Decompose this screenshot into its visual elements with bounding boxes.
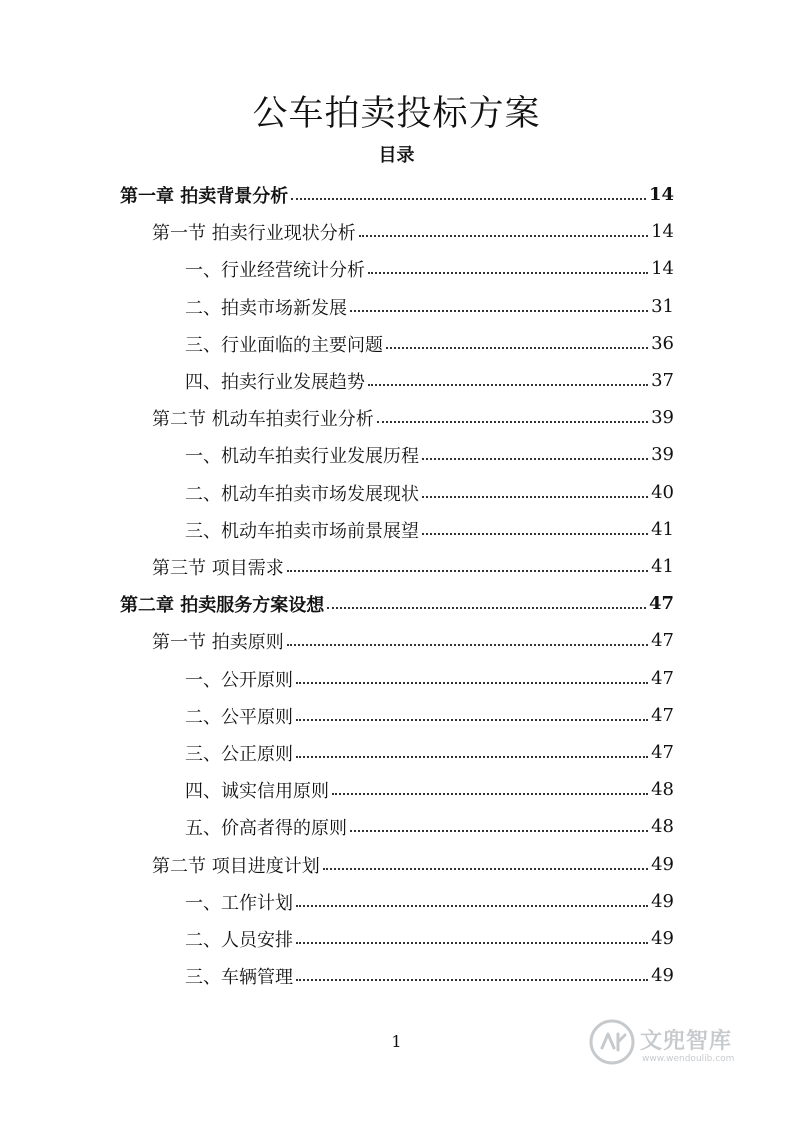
toc-entry-page: 47 [648,593,674,614]
toc-entry-label: 第三节 项目需求 [152,557,284,579]
toc-dot-leader [291,198,646,200]
toc-dot-leader [296,756,648,758]
toc-dot-leader [368,272,648,274]
toc-entry-label: 第二节 项目进度计划 [152,855,320,877]
toc-entry-label: 第一章 拍卖背景分析 [120,185,289,207]
toc-entry-page: 41 [651,519,674,540]
page-number: 1 [391,1032,402,1051]
toc-dot-leader [296,942,648,944]
toc-entry-label: 一、机动车拍卖行业发展历程 [185,445,419,467]
toc-entry-item[interactable] [185,697,674,734]
toc-entry-page: 37 [651,370,674,391]
toc-entry-item[interactable] [185,734,674,771]
toc-entry-item[interactable] [185,362,674,399]
toc-entry-page: 14 [651,258,674,279]
toc-entry-section[interactable] [152,213,674,250]
toc-dot-leader [422,496,648,498]
toc-entry-item[interactable] [185,957,674,994]
toc-dot-leader [350,830,648,832]
toc-entry-page: 49 [651,965,674,986]
toc-entry-item[interactable] [185,436,674,473]
toc-entry-item[interactable] [185,511,674,548]
toc-dot-leader [296,979,648,981]
watermark-name: 文兜智库 [640,1029,733,1054]
toc-entry-item[interactable] [185,920,674,957]
toc-dot-leader [377,421,648,423]
toc-entry-page: 49 [651,891,674,912]
toc-entry-page: 14 [648,184,674,205]
toc-entry-label: 第二节 机动车拍卖行业分析 [152,408,374,430]
toc-entry-page: 47 [651,705,674,726]
toc-dot-leader [287,570,648,572]
toc-dot-leader [327,607,646,609]
toc-entry-label: 一、行业经营统计分析 [185,259,365,281]
toc-entry-page: 40 [651,482,674,503]
toc-entry-section[interactable] [152,846,674,883]
toc-entry-item[interactable] [185,250,674,287]
toc-dot-leader [332,793,648,795]
toc-entry-page: 39 [651,407,674,428]
toc-entry-page: 49 [651,854,674,875]
toc-entry-page: 48 [651,816,674,837]
watermark-logo [588,1018,758,1074]
toc-entry-label: 三、机动车拍卖市场前景展望 [185,520,419,542]
toc-entry-label: 五、价高者得的原则 [185,817,347,839]
toc-entry-label: 二、拍卖市场新发展 [185,297,347,319]
toc-entry-page: 47 [651,742,674,763]
toc-dot-leader [296,682,648,684]
toc-dot-leader [422,533,648,535]
toc-entry-section[interactable] [152,399,674,436]
toc-entry-label: 四、诚实信用原则 [185,780,329,802]
toc-entry-chapter[interactable] [120,585,674,622]
toc-entry-label: 一、工作计划 [185,892,293,914]
toc-entry-label: 二、公平原则 [185,706,293,728]
toc-entry-label: 第二章 拍卖服务方案设想 [120,594,325,616]
toc-entry-label: 三、行业面临的主要问题 [185,334,383,356]
toc-entry-page: 14 [651,221,674,242]
toc-entry-label: 一、公开原则 [185,669,293,691]
toc-entry-label: 二、机动车拍卖市场发展现状 [185,483,419,505]
toc-entry-chapter[interactable] [120,176,674,213]
toc-dot-leader [368,384,648,386]
watermark-icon [588,1018,636,1066]
toc-dot-leader [287,644,648,646]
toc-entry-page: 36 [651,333,674,354]
toc-entry-item[interactable] [185,288,674,325]
toc-dot-leader [350,310,648,312]
document-title: 公车拍卖投标方案 [252,94,541,134]
toc-entry-item[interactable] [185,771,674,808]
toc-entry-item[interactable] [185,808,674,845]
toc-dot-leader [422,458,648,460]
toc-entry-label: 第一节 拍卖行业现状分析 [152,222,356,244]
toc-dot-leader [359,235,648,237]
toc-entry-page: 48 [651,779,674,800]
watermark-url: www.wendoulib.com [642,1054,735,1064]
toc-entry-page: 39 [651,444,674,465]
toc-entry-label: 三、车辆管理 [185,966,293,988]
toc-entry-item[interactable] [185,474,674,511]
toc-entry-page: 41 [651,556,674,577]
toc-heading: 目录 [378,145,415,166]
toc-dot-leader [296,719,648,721]
toc-entry-page: 49 [651,928,674,949]
toc-dot-leader [323,868,648,870]
toc-dot-leader [296,905,648,907]
toc-entry-section[interactable] [152,548,674,585]
toc-entry-label: 二、人员安排 [185,929,293,951]
toc-entry-label: 第一节 拍卖原则 [152,631,284,653]
toc-entry-section[interactable] [152,622,674,659]
toc-entry-page: 47 [651,668,674,689]
toc-entry-item[interactable] [185,325,674,362]
toc-entry-label: 三、公正原则 [185,743,293,765]
toc-dot-leader [386,347,648,349]
toc-entry-item[interactable] [185,660,674,697]
toc-entry-item[interactable] [185,883,674,920]
toc-entry-label: 四、拍卖行业发展趋势 [185,371,365,393]
toc-entry-page: 31 [651,296,674,317]
toc-entry-page: 47 [651,630,674,651]
